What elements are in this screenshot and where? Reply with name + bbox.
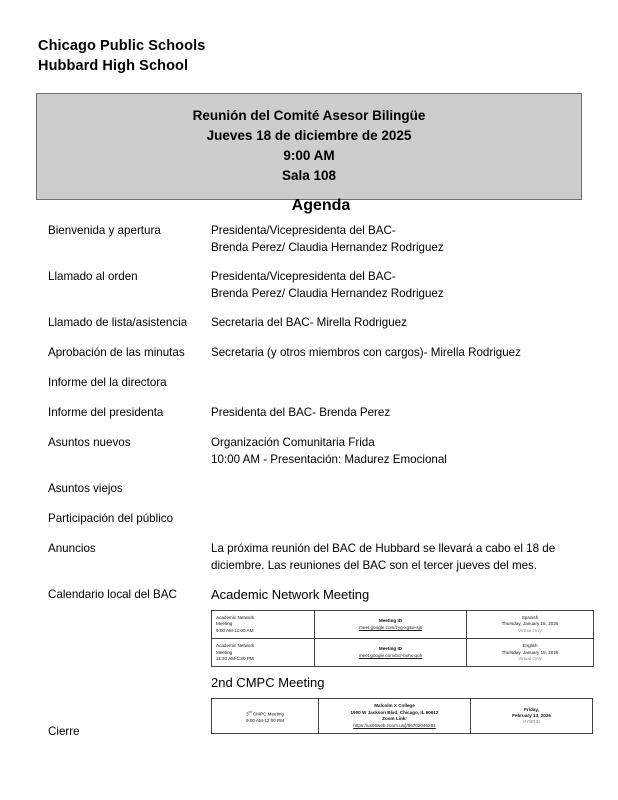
detail-line: Presidenta/Vicepresidenta del BAC-: [211, 224, 396, 237]
cmpc-meeting-label: CMPC Meeting: [251, 711, 284, 717]
cmpc-mode: HYBRID: [522, 719, 541, 725]
agenda-item-llamado-lista: [48, 314, 593, 331]
agenda-item-label: Participación del público: [48, 512, 174, 525]
agenda-heading: Agenda: [291, 197, 351, 214]
cmpc-meeting-table: [211, 698, 593, 734]
agenda-item-detail: [211, 434, 593, 468]
meeting-language: Spanish: [521, 615, 539, 620]
meeting-name-line2: Meeting: [216, 649, 233, 655]
agenda-item-label: Bienvenida y apertura: [48, 224, 161, 237]
banner-meeting-title: Reunión del Comité Asesor Bilingüe: [192, 108, 426, 123]
agenda-item-llamado-orden: [48, 268, 593, 302]
meeting-id-label: Meeting ID: [378, 618, 403, 624]
meeting-id-label: Meeting ID: [378, 646, 403, 652]
meeting-language: English: [522, 643, 538, 649]
agenda-item-detail: [211, 222, 593, 256]
cmpc-location-cell: [319, 699, 471, 734]
detail-line: Brenda Perez/ Claudia Hernandez Rodriguez: [211, 241, 444, 254]
meeting-time: 11:30 AM-1:30 PM: [216, 656, 254, 662]
academic-meeting-id-cell: [315, 639, 467, 667]
academic-network-table: [211, 610, 594, 667]
cmpc-meeting-name: [215, 709, 315, 718]
academic-meeting-id-cell: [315, 611, 467, 639]
banner-meeting-room: Sala 108: [281, 168, 337, 183]
cmpc-meeting-info-cell: [212, 699, 319, 734]
calendar-content: [211, 586, 594, 734]
cmpc-ordinal: 3: [246, 711, 249, 717]
academic-meeting-schedule-cell: [467, 611, 594, 639]
meeting-time: 9:00 AM-11:00 AM: [216, 627, 254, 633]
agenda-item-label: Calendario local del BAC: [48, 588, 177, 601]
meeting-name-line1: Academic Network: [216, 615, 255, 620]
agenda-item-bienvenida: [48, 222, 593, 256]
meeting-name-line1: Academic Network: [216, 643, 255, 649]
agenda-item-detail: [211, 314, 593, 331]
table-row: [212, 639, 594, 667]
detail-line: Organización Comunitaria Frida: [211, 436, 375, 449]
agenda-item-calendario: [48, 586, 593, 734]
district-name: Chicago Public Schools: [38, 38, 206, 54]
agenda-item-detail: [211, 540, 593, 574]
agenda-list: [48, 222, 593, 734]
meeting-date: Thursday, January 15, 2026: [501, 621, 559, 627]
cmpc-meeting-time: 9:00 AM-12:00 PM: [245, 717, 285, 723]
detail-line: Presidenta/Vicepresidenta del BAC-: [211, 270, 396, 283]
table-row: [212, 611, 594, 639]
cmpc-zoom-label: Zoom Link:: [382, 716, 407, 722]
agenda-item-label: Aprobación de las minutas: [48, 346, 185, 359]
agenda-item-detail: [211, 404, 593, 421]
detail-line: La próxima reunión del BAC de Hubbard se llevará a cabo el 18 de: [211, 542, 556, 555]
academic-meeting-schedule-cell: [467, 639, 594, 667]
detail-line: diciembre. Las reuniones del BAC son el tercer jueves del mes.: [211, 559, 538, 572]
agenda-item-participacion-publico: [48, 510, 593, 527]
banner-meeting-time: 9:00 AM: [283, 148, 335, 163]
detail-line: Brenda Perez/ Claudia Hernandez Rodriguez: [211, 287, 444, 300]
cmpc-schedule-cell: [471, 699, 593, 734]
agenda-item-aprobacion-minutas: [48, 344, 593, 361]
agenda-item-asuntos-viejos: [48, 480, 593, 497]
academic-meeting-info-cell: [212, 639, 315, 667]
detail-line: Secretaria del BAC- Mirella Rodriguez: [211, 316, 407, 329]
cmpc-zoom-link[interactable]: https://us06web.zoom.us/j/86702046291: [353, 722, 436, 728]
school-name: Hubbard High School: [38, 58, 189, 74]
agenda-item-informe-presidenta: [48, 404, 593, 421]
agenda-item-detail: [211, 268, 593, 302]
agenda-item-label: Llamado de lista/asistencia: [48, 316, 188, 329]
meeting-mode: Virtual Only: [518, 656, 542, 662]
detail-line: 10:00 AM - Presentación: Madurez Emocional: [211, 453, 447, 466]
cmpc-venue: Malcolm X College: [374, 703, 415, 709]
agenda-item-anuncios: [48, 540, 593, 574]
meeting-banner: [36, 93, 582, 200]
agenda-item-informe-directora: [48, 374, 593, 391]
meeting-id-link[interactable]: meet.google.com/bcr-bxhx-qoh: [358, 652, 423, 658]
agenda-item-label: Informe del la directora: [48, 376, 167, 389]
detail-line: Presidenta del BAC- Brenda Perez: [211, 406, 391, 419]
agenda-item-label: Asuntos viejos: [48, 482, 123, 495]
table-row: [212, 699, 593, 734]
agenda-item-detail: [211, 344, 593, 361]
cmpc-address: 1900 W Jackson Blvd, Chicago, IL 60612: [350, 709, 439, 715]
cmpc-ordinal-suffix: rd: [248, 709, 252, 714]
meeting-date: Thursday, January 15, 2026: [501, 649, 559, 655]
agenda-item-label: Informe del presidenta: [48, 406, 164, 419]
cmpc-meeting-heading: 2nd CMPC Meeting: [211, 675, 325, 691]
academic-network-heading: Academic Network Meeting: [211, 587, 370, 602]
agenda-item-asuntos-nuevos: [48, 434, 593, 468]
academic-meeting-info-cell: [212, 611, 315, 639]
meeting-mode: Virtual Only: [518, 627, 542, 633]
meeting-id-link[interactable]: meet.google.com/zyg-xgsw-sjs: [359, 624, 422, 630]
meeting-name-line2: Meeting: [216, 621, 233, 627]
cmpc-day: Friday,: [524, 706, 539, 712]
agenda-item-label: Asuntos nuevos: [48, 436, 131, 449]
cmpc-date: February 13, 2026: [512, 713, 551, 719]
banner-meeting-date: Jueves 18 de diciembre de 2025: [206, 128, 412, 143]
detail-line: Secretaria (y otros miembros con cargos)- Mirella Rodriguez: [211, 346, 521, 359]
agenda-item-cierre: Cierre: [48, 725, 80, 738]
school-header: [38, 36, 205, 76]
agenda-item-label: Llamado al orden: [48, 270, 138, 283]
agenda-item-label: Anuncios: [48, 542, 96, 555]
